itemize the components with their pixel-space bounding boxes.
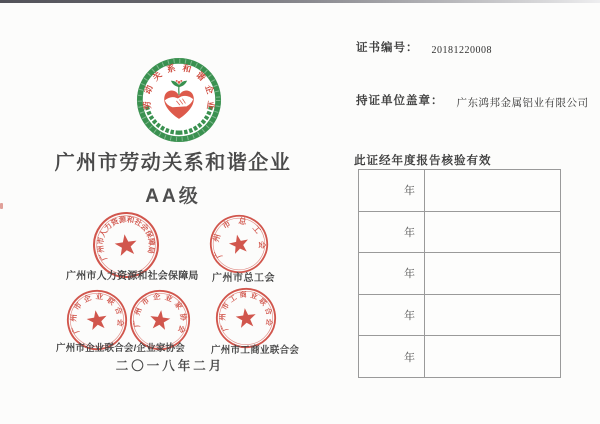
verification-blank-cell	[425, 294, 561, 336]
verification-blank-cell	[425, 253, 561, 295]
seal-label-enterprise-assoc: 广州市企业联合会/企业家协会	[56, 343, 185, 354]
emblem-arc-text: 劳动关系和谐企业	[141, 62, 217, 111]
year-cell: 年	[359, 170, 425, 212]
table-row	[359, 211, 561, 253]
year-cell: 年	[359, 253, 425, 295]
seal-label-hr-bureau: 广州市人力资源和社会保障局	[66, 271, 199, 282]
certificate-number-value: 20181220008	[431, 45, 492, 56]
star-icon	[114, 233, 139, 257]
year-cell: 年	[359, 211, 425, 253]
table-row	[359, 170, 561, 212]
issue-date: 二〇一八年二月	[115, 359, 225, 373]
holder-company-name: 广东鸿邦金属铝业有限公司	[456, 98, 589, 109]
certificate-number-label: 证书编号：	[356, 42, 419, 54]
star-icon	[86, 309, 109, 331]
verification-blank-cell	[425, 336, 561, 378]
certificate-number-field	[356, 38, 492, 56]
table-row	[359, 253, 561, 295]
table-row	[359, 336, 561, 378]
scan-edge-artifact	[0, 0, 600, 3]
svg-text:广州市工商业联合会: 广州市工商业联合会	[218, 290, 274, 333]
certificate-grade: AA级	[145, 186, 201, 207]
harmony-enterprise-emblem	[136, 57, 222, 143]
svg-text:广州市企业家协会: 广州市企业家协会	[131, 291, 189, 335]
star-icon	[235, 307, 257, 328]
annual-verification-title: 此证经年度报告核验有效	[354, 155, 492, 167]
holder-seal-field	[356, 91, 589, 109]
holder-seal-label: 持证单位盖章：	[356, 95, 444, 107]
certificate-title: 广州市劳动关系和谐企业	[54, 152, 292, 174]
table-row	[359, 294, 561, 336]
svg-text:广州市总工会: 广州市总工会	[211, 216, 267, 260]
svg-text:广州市人力资源和社会保障局: 广州市人力资源和社会保障局	[95, 214, 157, 263]
verification-blank-cell	[425, 170, 561, 212]
star-icon	[149, 309, 171, 330]
annual-verification-table	[358, 169, 561, 378]
year-cell: 年	[359, 336, 425, 378]
svg-text:广州市企业联合会: 广州市企业联合会	[68, 291, 126, 336]
scan-speck	[0, 203, 3, 209]
star-icon	[227, 233, 250, 255]
verification-blank-cell	[425, 211, 561, 253]
seal-label-trade-unions: 广州市总工会	[212, 273, 275, 284]
year-cell: 年	[359, 294, 425, 336]
seal-label-industry-commerce: 广州市工商业联合会	[211, 345, 300, 356]
